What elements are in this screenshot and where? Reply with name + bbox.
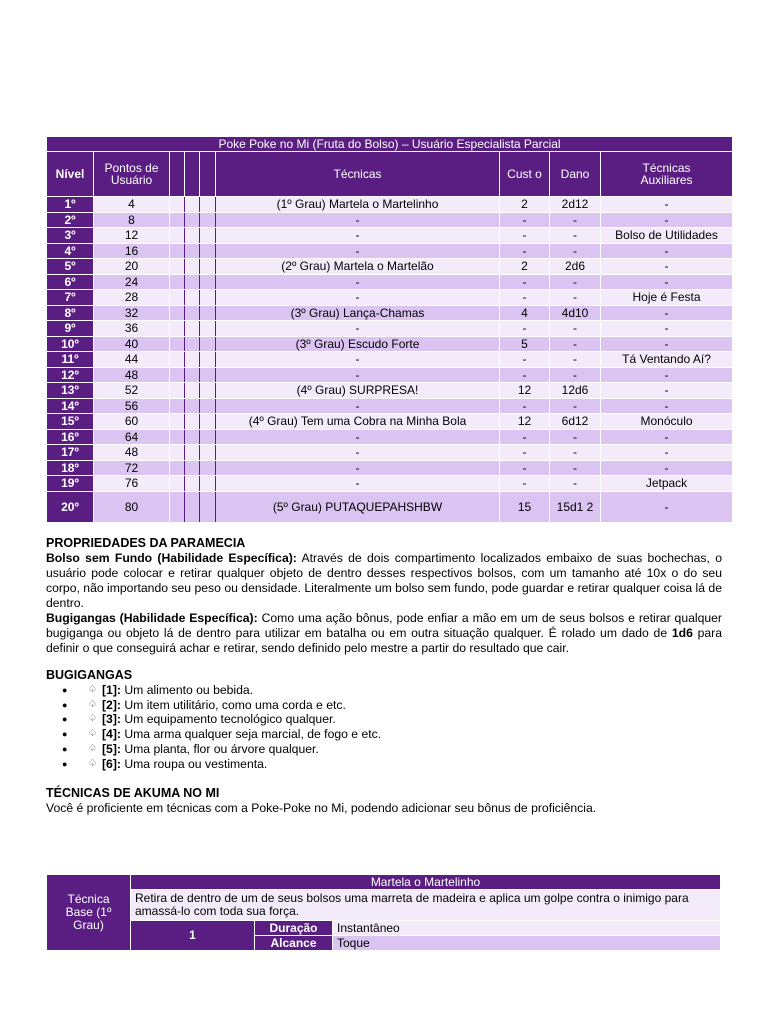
technique-cell: (2º Grau) Martela o Martelão: [216, 259, 500, 275]
technique-cell: (4º Grau) SURPRESA!: [216, 383, 500, 399]
cost-cell: 5: [500, 336, 550, 352]
item-text: Um alimento ou bebida.: [120, 683, 254, 697]
item-number: [2]:: [102, 697, 121, 712]
blank-cell: [185, 336, 200, 352]
auxiliary-cell: -: [601, 212, 733, 228]
header-tecnicas: Técnicas: [216, 152, 500, 197]
cost-cell: -: [500, 429, 550, 445]
points-cell: 24: [94, 274, 170, 290]
level-cell: 8º: [47, 305, 94, 321]
item-text: Um item utilitário, como uma corda e etc.: [120, 697, 346, 712]
properties-section: [46, 536, 722, 656]
bullet-icon: ●: [62, 758, 68, 769]
technique-cell: (5º Grau) PUTAQUEPAHSHBW: [216, 491, 500, 522]
blank-cell: [185, 491, 200, 522]
item-number: [6]:: [102, 756, 121, 771]
table-row: [47, 243, 733, 259]
duracao-label: Duração: [255, 921, 333, 936]
blank-cell: [185, 305, 200, 321]
auxiliary-cell: Bolso de Utilidades: [601, 228, 733, 244]
bullet-icon: ●: [62, 729, 68, 740]
level-cell: 6º: [47, 274, 94, 290]
damage-cell: 4d10: [550, 305, 601, 321]
points-cell: 36: [94, 321, 170, 337]
blank-cell: [170, 445, 185, 461]
technique-cell: -: [216, 476, 500, 492]
damage-cell: 12d6: [550, 383, 601, 399]
damage-cell: -: [550, 367, 601, 383]
damage-cell: -: [550, 445, 601, 461]
damage-cell: 2d12: [550, 197, 601, 213]
level-cell: 14º: [47, 398, 94, 414]
bugigangas-label: Bugigangas (Habilidade Específica):: [46, 611, 258, 625]
points-cell: 76: [94, 476, 170, 492]
item-number: [4]:: [102, 727, 121, 742]
points-cell: 20: [94, 259, 170, 275]
table-row: [47, 259, 733, 275]
auxiliary-cell: -: [601, 460, 733, 476]
damage-cell: -: [550, 352, 601, 368]
cost-cell: -: [500, 445, 550, 461]
bullet-icon: ●: [62, 743, 68, 754]
header-nivel: Nível: [47, 152, 94, 197]
item-text: Uma arma qualquer seja marcial, de fogo e etc.: [120, 727, 382, 742]
technique-cell: -: [216, 228, 500, 244]
cost-cell: 4: [500, 305, 550, 321]
table-row: [47, 476, 733, 492]
blank-cell: [170, 383, 185, 399]
blank-cell: [185, 243, 200, 259]
points-cell: 64: [94, 429, 170, 445]
table-row: [47, 398, 733, 414]
points-cell: 8: [94, 212, 170, 228]
auxiliary-cell: -: [601, 305, 733, 321]
akuma-section: [46, 786, 722, 816]
item-text: Uma planta, flor ou árvore qualquer.: [120, 741, 319, 756]
technique-cell: (3º Grau) Lança-Chamas: [216, 305, 500, 321]
blank-cell: [200, 305, 216, 321]
list-item: [62, 712, 381, 727]
points-cell: 56: [94, 398, 170, 414]
technique-description: Retira de dentro de um de seus bolsos uma marreta de madeira e aplica um golpe contra o inimigo para amassá-lo com toda sua força.: [131, 890, 721, 921]
table-row: [47, 305, 733, 321]
auxiliary-cell: -: [601, 383, 733, 399]
level-cell: 19º: [47, 476, 94, 492]
blank-cell: [170, 429, 185, 445]
header-custo: Cust o: [500, 152, 550, 197]
blank-cell: [200, 491, 216, 522]
technique-cell: (1º Grau) Martela o Martelinho: [216, 197, 500, 213]
item-number: [1]:: [102, 683, 121, 697]
blank-cell: [185, 321, 200, 337]
cost-cell: 12: [500, 414, 550, 430]
level-cell: 3º: [47, 228, 94, 244]
blank-cell: [185, 429, 200, 445]
cost-cell: -: [500, 274, 550, 290]
level-cell: 5º: [47, 259, 94, 275]
points-cell: 4: [94, 197, 170, 213]
table-row: [47, 321, 733, 337]
blank-cell: [170, 290, 185, 306]
cost-cell: -: [500, 212, 550, 228]
header-dano: Dano: [550, 152, 601, 197]
damage-cell: -: [550, 290, 601, 306]
blank-cell: [185, 460, 200, 476]
table-row: [47, 367, 733, 383]
blank-cell: [200, 460, 216, 476]
blank-cell: [200, 243, 216, 259]
blank-cell: [185, 212, 200, 228]
level-cell: 7º: [47, 290, 94, 306]
blank-cell: [200, 336, 216, 352]
blank-cell: [185, 445, 200, 461]
blank-cell: [200, 414, 216, 430]
header-blank-2: [185, 152, 200, 197]
auxiliary-cell: -: [601, 429, 733, 445]
bugigangas-text-b: para definir o que conseguirá achar e retirar, sendo definido pelo mestre a partir do resultado que cair.: [46, 626, 722, 655]
item-text: Um equipamento tecnológico qualquer.: [120, 712, 336, 727]
alcance-value: Toque: [333, 936, 721, 951]
header-auxiliares: Técnicas Auxiliares: [601, 152, 733, 197]
bolso-sem-fundo-paragraph: [46, 551, 722, 611]
blank-cell: [185, 290, 200, 306]
points-cell: 48: [94, 445, 170, 461]
bugigangas-paragraph: [46, 611, 722, 656]
blank-cell: [200, 321, 216, 337]
bugigangas-die: 1d6: [671, 626, 693, 640]
spade-icon: ♤: [88, 684, 97, 695]
level-cell: 12º: [47, 367, 94, 383]
cost-cell: -: [500, 398, 550, 414]
damage-cell: -: [550, 336, 601, 352]
blank-cell: [170, 476, 185, 492]
technique-cell: -: [216, 290, 500, 306]
auxiliary-cell: -: [601, 398, 733, 414]
bolso-sem-fundo-label: Bolso sem Fundo (Habilidade Específica):: [46, 551, 297, 565]
technique-cell: -: [216, 352, 500, 368]
header-blank-3: [200, 152, 216, 197]
blank-cell: [200, 228, 216, 244]
points-cell: 52: [94, 383, 170, 399]
spade-icon: ♤: [88, 713, 97, 725]
blank-cell: [170, 367, 185, 383]
spade-icon: ♤: [88, 742, 97, 754]
damage-cell: 15d1 2: [550, 491, 601, 522]
table-row: [47, 274, 733, 290]
item-text: Uma roupa ou vestimenta.: [120, 756, 268, 771]
technique-cell: -: [216, 367, 500, 383]
bullet-icon: ●: [62, 714, 68, 725]
blank-cell: [185, 367, 200, 383]
technique-title: Martela o Martelinho: [131, 875, 721, 890]
table-row: [47, 383, 733, 399]
header-pontos: Pontos de Usuário: [94, 152, 170, 197]
points-cell: 12: [94, 228, 170, 244]
table-row: [47, 336, 733, 352]
list-item: [62, 742, 381, 757]
cost-cell: 2: [500, 259, 550, 275]
points-cell: 72: [94, 460, 170, 476]
points-cell: 28: [94, 290, 170, 306]
level-cell: 9º: [47, 321, 94, 337]
technique-cell: -: [216, 274, 500, 290]
blank-cell: [200, 197, 216, 213]
cost-cell: 15: [500, 491, 550, 522]
cost-cell: -: [500, 367, 550, 383]
cost-cell: -: [500, 290, 550, 306]
cost-cell: -: [500, 321, 550, 337]
table-row: [47, 429, 733, 445]
auxiliary-cell: Tá Ventando Aí?: [601, 352, 733, 368]
blank-cell: [170, 305, 185, 321]
damage-cell: -: [550, 212, 601, 228]
blank-cell: [170, 460, 185, 476]
blank-cell: [185, 352, 200, 368]
level-cell: 10º: [47, 336, 94, 352]
blank-cell: [185, 383, 200, 399]
points-cell: 60: [94, 414, 170, 430]
auxiliary-cell: -: [601, 336, 733, 352]
bullet-icon: ●: [62, 699, 68, 710]
level-cell: 17º: [47, 445, 94, 461]
points-cell: 32: [94, 305, 170, 321]
table-row: [47, 197, 733, 213]
auxiliary-cell: Hoje é Festa: [601, 290, 733, 306]
level-cell: 18º: [47, 460, 94, 476]
bullet-icon: ●: [62, 685, 68, 695]
technique-cost: 1: [131, 921, 255, 951]
blank-cell: [170, 336, 185, 352]
progression-table: [46, 136, 733, 523]
auxiliary-cell: -: [601, 274, 733, 290]
level-cell: 13º: [47, 383, 94, 399]
cost-cell: -: [500, 243, 550, 259]
blank-cell: [185, 228, 200, 244]
level-cell: 1º: [47, 197, 94, 213]
table-row: [47, 445, 733, 461]
damage-cell: -: [550, 321, 601, 337]
points-cell: 40: [94, 336, 170, 352]
blank-cell: [200, 429, 216, 445]
damage-cell: -: [550, 429, 601, 445]
points-cell: 44: [94, 352, 170, 368]
level-cell: 15º: [47, 414, 94, 430]
blank-cell: [185, 398, 200, 414]
technique-cell: -: [216, 243, 500, 259]
blank-cell: [200, 445, 216, 461]
header-blank-1: [170, 152, 185, 197]
auxiliary-cell: -: [601, 445, 733, 461]
bolso-sem-fundo-text: Através de dois compartimento localizados embaixo de suas bochechas, o usuário pode colocar e retirar qualquer objeto de dentro desses respectivos bolsos, com um tamanho até 10x o do seu corpo, não importando seu peso ou densidade. Literalmente um bolso sem fundo, pode guardar e retirar qualquer coisa lá de dentro.: [46, 551, 722, 610]
blank-cell: [200, 383, 216, 399]
blank-cell: [170, 228, 185, 244]
blank-cell: [200, 476, 216, 492]
damage-cell: -: [550, 274, 601, 290]
cost-cell: 2: [500, 197, 550, 213]
table-row: [47, 228, 733, 244]
bugigangas-heading-text: BUGIGANGAS: [46, 668, 133, 682]
blank-cell: [170, 243, 185, 259]
technique-side-label: Técnica Base (1º Grau): [47, 875, 131, 951]
cost-cell: 12: [500, 383, 550, 399]
level-cell: 20º: [47, 491, 94, 522]
blank-cell: [185, 259, 200, 275]
table-row: [47, 414, 733, 430]
technique-cell: (3º Grau) Escudo Forte: [216, 336, 500, 352]
auxiliary-cell: Monóculo: [601, 414, 733, 430]
blank-cell: [170, 352, 185, 368]
blank-cell: [170, 491, 185, 522]
technique-cell: -: [216, 429, 500, 445]
damage-cell: 6d12: [550, 414, 601, 430]
blank-cell: [170, 414, 185, 430]
spade-icon: ♤: [88, 728, 97, 740]
list-item: [62, 698, 381, 713]
bugigangas-text-a: Como uma ação bônus, pode enfiar a mão em um de seus bolsos e retirar qualquer bugiganga ou objeto lá de dentro para utilizar em batalha ou em outra situação qualquer. É rolado um dado de: [46, 611, 722, 640]
technique-cell: (4º Grau) Tem uma Cobra na Minha Bola: [216, 414, 500, 430]
technique-cell: -: [216, 321, 500, 337]
damage-cell: 2d6: [550, 259, 601, 275]
blank-cell: [185, 197, 200, 213]
akuma-text: Você é proficiente em técnicas com a Poke-Poke no Mi, podendo adicionar seu bônus de proficiência.: [46, 801, 597, 815]
damage-cell: -: [550, 228, 601, 244]
blank-cell: [170, 197, 185, 213]
blank-cell: [185, 414, 200, 430]
damage-cell: -: [550, 476, 601, 492]
technique-cell: -: [216, 445, 500, 461]
auxiliary-cell: -: [601, 367, 733, 383]
blank-cell: [170, 212, 185, 228]
damage-cell: -: [550, 243, 601, 259]
blank-cell: [170, 274, 185, 290]
blank-cell: [185, 274, 200, 290]
blank-cell: [185, 476, 200, 492]
list-item: [62, 727, 381, 742]
level-cell: 16º: [47, 429, 94, 445]
blank-cell: [170, 398, 185, 414]
technique-cell: -: [216, 398, 500, 414]
list-item: [62, 683, 381, 698]
points-cell: 80: [94, 491, 170, 522]
spade-icon: ♤: [88, 757, 97, 769]
blank-cell: [200, 398, 216, 414]
technique-card: [46, 874, 721, 951]
item-number: [5]:: [102, 741, 121, 756]
bugigangas-list: [62, 683, 381, 771]
blank-cell: [170, 321, 185, 337]
spade-icon: ♤: [88, 698, 97, 710]
cost-cell: -: [500, 476, 550, 492]
auxiliary-cell: Jetpack: [601, 476, 733, 492]
blank-cell: [200, 367, 216, 383]
properties-heading: PROPRIEDADES DA PARAMECIA: [46, 536, 246, 550]
blank-cell: [200, 352, 216, 368]
auxiliary-cell: -: [601, 259, 733, 275]
table-row: [47, 212, 733, 228]
blank-cell: [200, 212, 216, 228]
item-number: [3]:: [102, 712, 121, 727]
technique-cell: -: [216, 460, 500, 476]
points-cell: 48: [94, 367, 170, 383]
akuma-heading: TÉCNICAS DE AKUMA NO MI: [46, 786, 220, 800]
table-title: Poke Poke no Mi (Fruta do Bolso) – Usuário Especialista Parcial: [47, 137, 733, 152]
cost-cell: -: [500, 460, 550, 476]
damage-cell: -: [550, 398, 601, 414]
blank-cell: [200, 290, 216, 306]
bugigangas-heading: [46, 668, 722, 683]
cost-cell: -: [500, 228, 550, 244]
auxiliary-cell: -: [601, 321, 733, 337]
duracao-value: Instantâneo: [333, 921, 721, 936]
table-row: [47, 460, 733, 476]
level-cell: 4º: [47, 243, 94, 259]
alcance-label: Alcance: [255, 936, 333, 951]
cost-cell: -: [500, 352, 550, 368]
table-row: [47, 491, 733, 522]
auxiliary-cell: -: [601, 491, 733, 522]
table-row: [47, 290, 733, 306]
list-item: [62, 757, 381, 772]
auxiliary-cell: -: [601, 243, 733, 259]
technique-cell: -: [216, 212, 500, 228]
blank-cell: [200, 259, 216, 275]
damage-cell: -: [550, 460, 601, 476]
points-cell: 16: [94, 243, 170, 259]
level-cell: 2º: [47, 212, 94, 228]
auxiliary-cell: -: [601, 197, 733, 213]
blank-cell: [200, 274, 216, 290]
table-row: [47, 352, 733, 368]
level-cell: 11º: [47, 352, 94, 368]
blank-cell: [170, 259, 185, 275]
